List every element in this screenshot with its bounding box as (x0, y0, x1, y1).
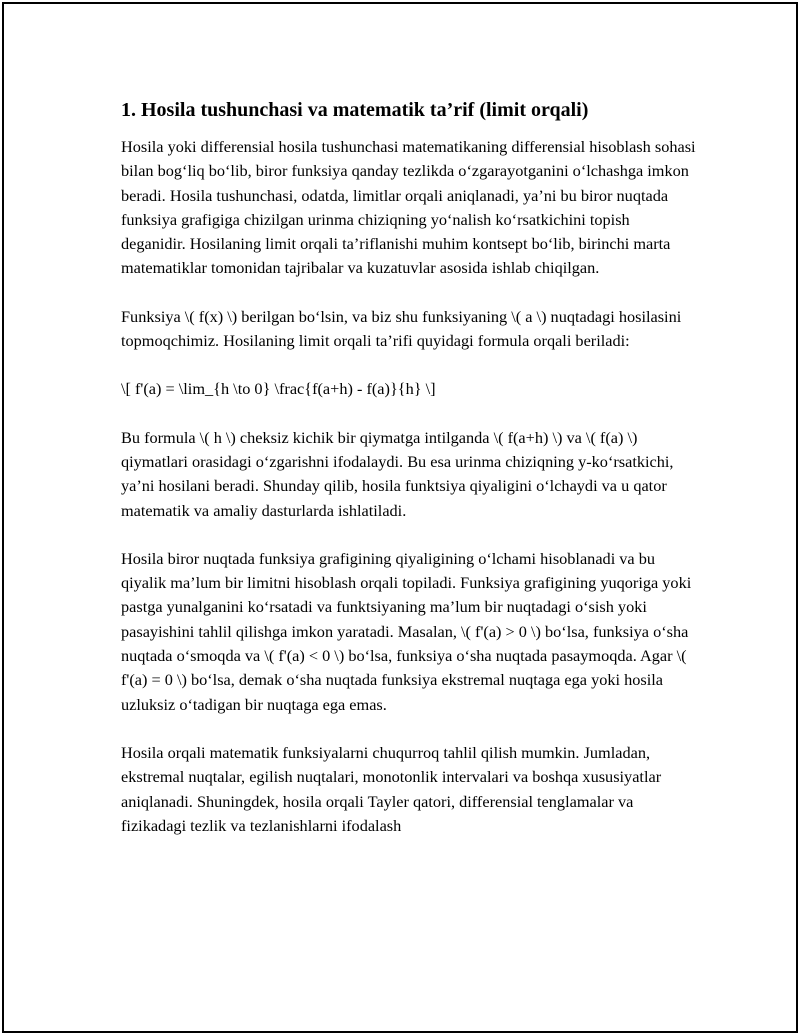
page-frame (2, 2, 798, 1033)
paragraph-definition-setup: Funksiya \( f(x) \) berilgan bo‘lsin, va biz shu funksiyaning \( a \) nuqtadagi hosilasini topmoqchimiz. Hosilaning limit orqali ta’rifi quyidagi formula orqali beriladi: (121, 306, 682, 351)
paragraph-slope-interpretation: Hosila biror nuqtada funksiya grafigining qiyaligining o‘lchami hisoblanadi va bu qiyalik ma’lum bir limitni hisoblash orqali topiladi. Funksiya grafigining yuqoriga yoki pastga yunalganini ko‘rsatadi va funktsiyaning ma’lum bir nuqtadagi o‘sish yoki pasayishini tahlil qilishga imkon yaratadi. Masalan, \( f'(a) > 0 \) bo‘lsa, funksiya o‘sha nuqtada o‘smoqda va \( f'(a) < 0 \) bo‘lsa, funksiya o‘sha nuqtada pasaymoqda. Agar \( f'(a) = 0 \) bo‘lsa, demak o‘sha nuqtada funksiya ekstremal nuqtaga ega yoki hosila uzluksiz o‘tadigan bir nuqtaga ega emas. (121, 548, 692, 714)
derivative-limit-formula: \[ f'(a) = \lim_{h \to 0} \frac{f(a+h) - f(a)}{h} \] (121, 379, 436, 399)
section-heading: 1. Hosila tushunchasi va matematik ta’rif (limit orqali) (121, 99, 589, 121)
paragraph-applications: Hosila orqali matematik funksiyalarni chuqurroq tahlil qilish mumkin. Jumladan, ekstremal nuqtalar, egilish nuqtalari, monotonlik intervalari va boshqa xususiyatlar aniqlanadi. Shuningdek, hosila orqali Tayler qatori, differensial tenglamalar va fizikadagi tezlik va tezlanishlarni ifodalash (121, 742, 662, 835)
document-body (121, 97, 696, 862)
paragraph-formula-explanation: Bu formula \( h \) cheksiz kichik bir qiymatga intilganda \( f(a+h) \) va \( f(a) \) qiymatlari orasidagi o‘zgarishni ifodalaydi. Bu esa urinma chiziqning y-ko‘rsatkichi, ya’ni hosilani beradi. Shunday qilib, hosila funktsiya qiyaligini o‘lchaydi va u qator matematik va amaliy dasturlarda ishlatiladi. (121, 427, 674, 520)
paragraph-intro: Hosila yoki differensial hosila tushunchasi matematikaning differensial hisoblash sohasi bilan bog‘liq bo‘lib, biror funksiya qanday tezlikda o‘zgarayotganini o‘lchashga imkon beradi. Hosila tushunchasi, odatda, limitlar orqali aniqlanadi, ya’ni bu biror nuqtada funksiya grafigiga chizilgan urinma chiziqning yo‘nalish ko‘rsatkichini topish deganidir. Hosilaning limit orqali ta’riflanishi muhim kontsept bo‘lib, birinchi marta matematiklar tomonidan tajribalar va kuzatuvlar asosida ishlab chiqilgan. (121, 137, 696, 278)
